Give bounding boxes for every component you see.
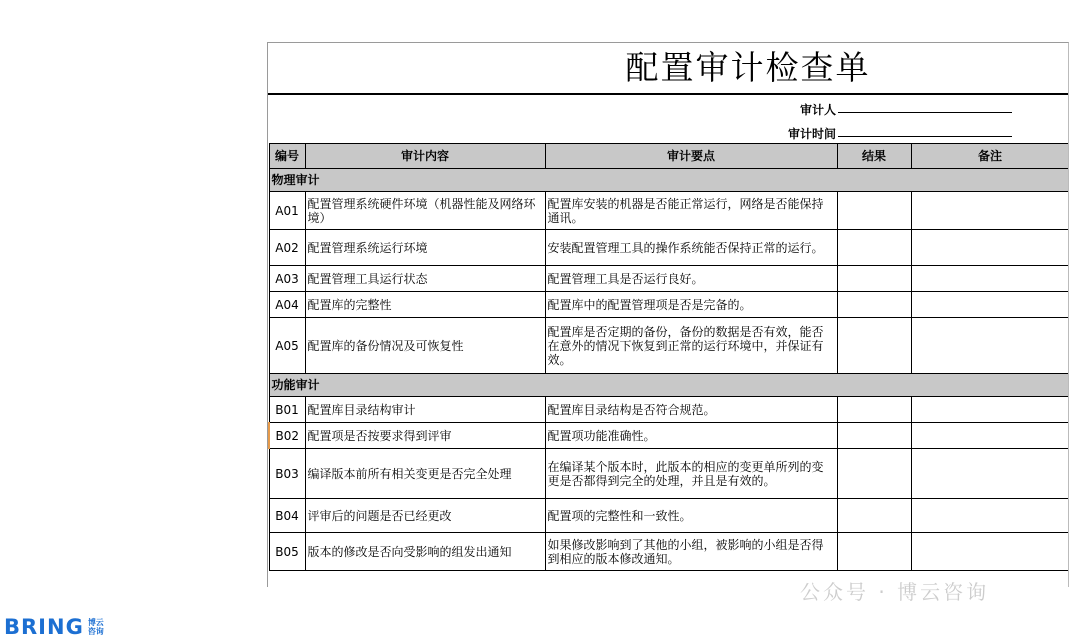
row-result-cell[interactable] — [837, 423, 911, 449]
table-row — [269, 318, 1069, 374]
row-note-cell[interactable] — [911, 266, 1069, 292]
row-content: 评审后的问题是否已经更改 — [305, 499, 545, 533]
row-content: 配置库目录结构审计 — [305, 397, 545, 423]
col-header-result: 结果 — [837, 144, 911, 169]
row-content: 配置项是否按要求得到评审 — [305, 423, 545, 449]
section-title: 物理审计 — [269, 169, 1069, 192]
row-content: 配置管理工具运行状态 — [305, 266, 545, 292]
row-point: 配置项的完整性和一致性。 — [545, 499, 837, 533]
audit-time-label: 审计时间 — [787, 127, 836, 141]
audit-time-row — [268, 119, 1068, 143]
auditor-row — [268, 95, 1068, 119]
row-result-cell[interactable] — [837, 318, 911, 374]
brand-subtitle — [88, 618, 104, 636]
section-row-physical — [269, 169, 1069, 192]
row-result-cell[interactable] — [837, 533, 911, 571]
row-content: 配置库的完整性 — [305, 292, 545, 318]
row-content: 配置管理系统硬件环境（机器性能及网络环境） — [305, 192, 545, 230]
auditor-label: 审计人 — [799, 103, 836, 117]
audit-checklist-sheet — [267, 42, 1069, 587]
row-code: B05 — [269, 533, 305, 571]
table-row — [269, 292, 1069, 318]
section-row-functional — [269, 374, 1069, 397]
row-result-cell[interactable] — [837, 230, 911, 266]
row-code: B01 — [269, 397, 305, 423]
row-point: 配置项功能准确性。 — [545, 423, 837, 449]
row-note-cell[interactable] — [911, 423, 1069, 449]
row-point: 如果修改影响到了其他的小组，被影响的小组是否得到相应的版本修改通知。 — [545, 533, 837, 571]
row-point: 在编译某个版本时，此版本的相应的变更单所列的变更是否都得到完全的处理，并且是有效的。 — [545, 449, 837, 499]
table-row — [269, 423, 1069, 449]
row-note-cell[interactable] — [911, 318, 1069, 374]
row-result-cell[interactable] — [837, 397, 911, 423]
brand-sub-line2: 咨询 — [87, 627, 104, 636]
row-note-cell[interactable] — [911, 397, 1069, 423]
table-row — [269, 499, 1069, 533]
col-header-code: 编号 — [269, 144, 305, 169]
row-note-cell[interactable] — [911, 533, 1069, 571]
row-code: B02 — [269, 423, 305, 449]
row-point: 配置库安装的机器是否能正常运行，网络是否能保持通讯。 — [545, 192, 837, 230]
row-note-cell[interactable] — [911, 192, 1069, 230]
row-code: A02 — [269, 230, 305, 266]
row-code: A01 — [269, 192, 305, 230]
brand-logo — [4, 614, 104, 640]
row-result-cell[interactable] — [837, 192, 911, 230]
watermark-text: 公众号 · 博云咨询 — [800, 580, 990, 604]
row-code: A03 — [269, 266, 305, 292]
col-header-note: 备注 — [911, 144, 1069, 169]
row-result-cell[interactable] — [837, 266, 911, 292]
table-header-row — [269, 144, 1069, 169]
row-point: 安装配置管理工具的操作系统能否保持正常的运行。 — [545, 230, 837, 266]
section-title: 功能审计 — [269, 374, 1069, 397]
table-row — [269, 230, 1069, 266]
col-header-point: 审计要点 — [545, 144, 837, 169]
row-point: 配置管理工具是否运行良好。 — [545, 266, 837, 292]
table-row — [269, 266, 1069, 292]
row-content: 配置库的备份情况及可恢复性 — [305, 318, 545, 374]
table-row — [269, 192, 1069, 230]
table-row — [269, 449, 1069, 499]
row-point: 配置库中的配置管理项是否是完备的。 — [545, 292, 837, 318]
row-code: A04 — [269, 292, 305, 318]
row-content: 配置管理系统运行环境 — [305, 230, 545, 266]
row-code: B03 — [269, 449, 305, 499]
row-note-cell[interactable] — [911, 449, 1069, 499]
row-point: 配置库是否定期的备份，备份的数据是否有效，能否在意外的情况下恢复到正常的运行环境中，并保证有效。 — [545, 318, 837, 374]
row-note-cell[interactable] — [911, 292, 1069, 318]
table-row — [269, 397, 1069, 423]
table-row — [269, 533, 1069, 571]
row-note-cell[interactable] — [911, 499, 1069, 533]
row-result-cell[interactable] — [837, 449, 911, 499]
audit-time-signature-line — [838, 136, 1012, 137]
brand-sub-line1: 博云 — [87, 618, 104, 627]
col-header-content: 审计内容 — [305, 144, 545, 169]
row-code: B04 — [269, 499, 305, 533]
row-result-cell[interactable] — [837, 292, 911, 318]
row-note-cell[interactable] — [911, 230, 1069, 266]
row-content: 编译版本前所有相关变更是否完全处理 — [305, 449, 545, 499]
row-point: 配置库目录结构是否符合规范。 — [545, 397, 837, 423]
row-code: A05 — [269, 318, 305, 374]
brand-name: BRING — [4, 615, 84, 639]
row-content: 版本的修改是否向受影响的组发出通知 — [305, 533, 545, 571]
auditor-signature-line — [838, 112, 1012, 113]
page-title: 配置审计检查单 — [268, 43, 1068, 95]
audit-table — [268, 143, 1069, 571]
row-result-cell[interactable] — [837, 499, 911, 533]
